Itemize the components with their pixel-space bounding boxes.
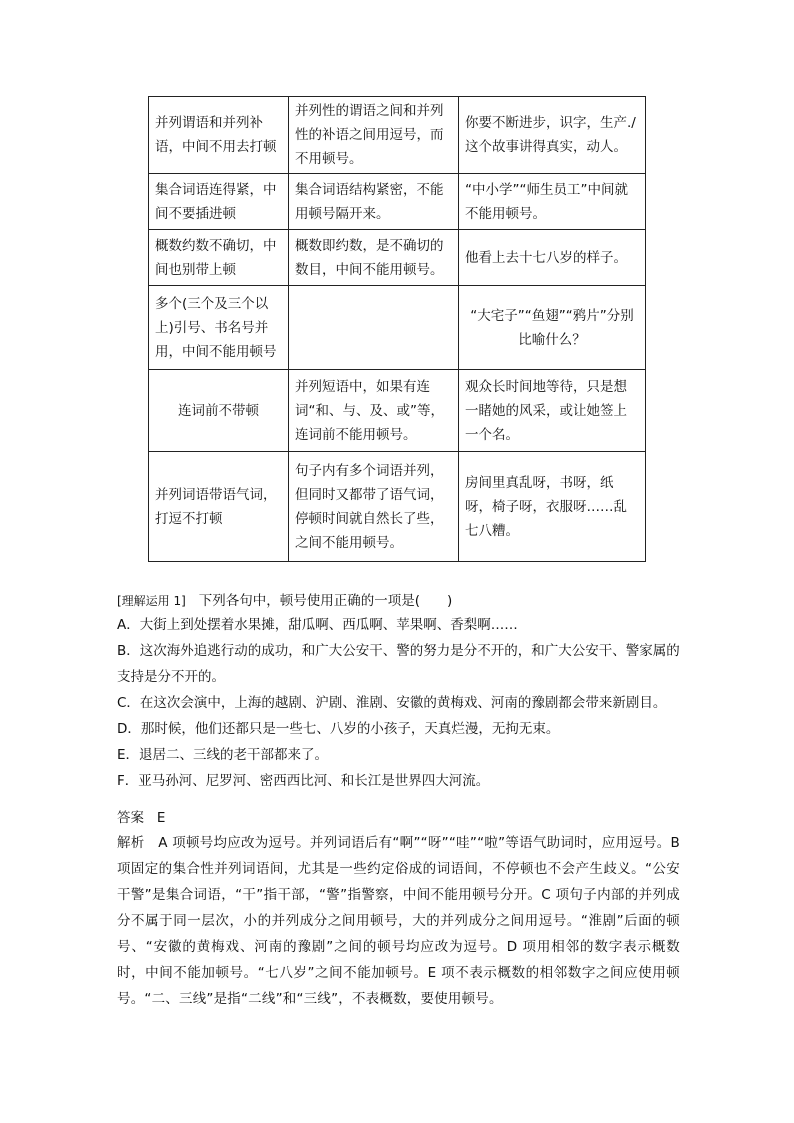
rule-cell: 并列谓语和并列补语，中间不用去打顿: [149, 97, 289, 174]
option-a: A．大街上到处摆着水果摊，甜瓜啊、西瓜啊、苹果啊、香梨啊……: [117, 617, 518, 633]
analysis-paragraph: [117, 830, 680, 1012]
table-row: [149, 174, 646, 230]
analysis-label: 解析: [117, 835, 145, 851]
explain-cell: 概数即约数，是不确切的数目，中间不能用顿号。: [289, 230, 459, 286]
example-cell: 房间里真乱呀，书呀，纸呀，椅子呀，衣服呀……乱七八糟。: [459, 452, 646, 562]
rule-cell: 并列词语带语气词，打逗不打顿: [149, 452, 289, 562]
example-cell: 你要不断进步，识字，生产./这个故事讲得真实，动人。: [459, 97, 646, 174]
example-cell: 观众长时间地等待，只是想一睹她的风采，或让她签上一个名。: [459, 370, 646, 452]
rule-cell: 概数约数不确切，中间也别带上顿: [149, 230, 289, 286]
table-row: [149, 286, 646, 370]
answer-value: E: [156, 810, 166, 826]
explain-cell: [289, 286, 459, 370]
analysis-text: A 项顿号均应改为逗号。并列词语后有“啊”“呀”“哇”“啦”等语气助词时，应用逗号。B 项固定的集合性并列词语间，尤其是一些约定俗成的词语间，不停顿也不会产生歧义。“公安干警”是集合词语，“干”指干部，“警”指警察，中间不能用顿号分开。C 项句子内部的并列成分不属于同一层次，小的并列成分之间用顿号，大的并列成分之间用逗号。“淮剧”后面的顿号、“安徽的黄梅戏、河南的豫剧”之间的顿号均应改为逗号。D 项用相邻的数字表示概数时，中间不能加顿号。“七八岁”之间不能加顿号。E 项不表示概数的相邻数字之间应使用顿号。“二、三线”是指“二线”和“三线”，不表概数，要使用顿号。: [117, 835, 680, 1007]
answer-label: 答案: [117, 810, 144, 826]
example-cell: “中小学”“师生员工”中间就不能用顿号。: [459, 174, 646, 230]
explain-cell: 集合词语结构紧密，不能用顿号隔开来。: [289, 174, 459, 230]
explain-cell: 句子内有多个词语并列，但同时又都带了语气词，停顿时间就自然长了些，之间不能用顿号。: [289, 452, 459, 562]
rule-cell: 连词前不带顿: [149, 370, 289, 452]
table-row: [149, 370, 646, 452]
punctuation-rules-table: [148, 96, 646, 562]
example-cell: “大宅子”“鱼翅”“鸦片”分别比喻什么？: [459, 286, 646, 370]
option-b: B．这次海外追逃行动的成功，和广大公安干、警的努力是分不开的，和广大公安干、警家属的支持是分不开的。: [117, 643, 680, 685]
rule-cell: 多个(三个及三个以上)引号、书名号并用，中间不能用顿号: [149, 286, 289, 370]
example-cell: 他看上去十七八岁的样子。: [459, 230, 646, 286]
rule-cell: 集合词语连得紧，中间不要插进顿: [149, 174, 289, 230]
table-row: [149, 97, 646, 174]
table-row: [149, 230, 646, 286]
option-e: E．退居二、三线的老干部都来了。: [117, 747, 329, 763]
option-d: D．那时候，他们还都只是一些七、八岁的小孩子，天真烂漫，无拘无束。: [117, 721, 560, 737]
question-header: [117, 588, 680, 614]
explain-cell: 并列性的谓语之间和并列性的补语之间用逗号，而不用顿号。: [289, 97, 459, 174]
table-row: [149, 452, 646, 562]
explain-cell: 并列短语中，如果有连词“和、与、及、或”等，连词前不能用顿号。: [289, 370, 459, 452]
question-options: [117, 612, 680, 794]
option-f: F．亚马孙河、尼罗河、密西西比河、和长江是世界四大河流。: [117, 773, 490, 789]
question-tag: [理解运用 1]: [117, 594, 186, 608]
option-c: C．在这次会演中，上海的越剧、沪剧、淮剧、安徽的黄梅戏、河南的豫剧都会带来新剧目。: [117, 695, 667, 711]
answer-line: [117, 805, 680, 831]
question-stem: 下列各句中，顿号使用正确的一项是( ): [198, 593, 453, 609]
